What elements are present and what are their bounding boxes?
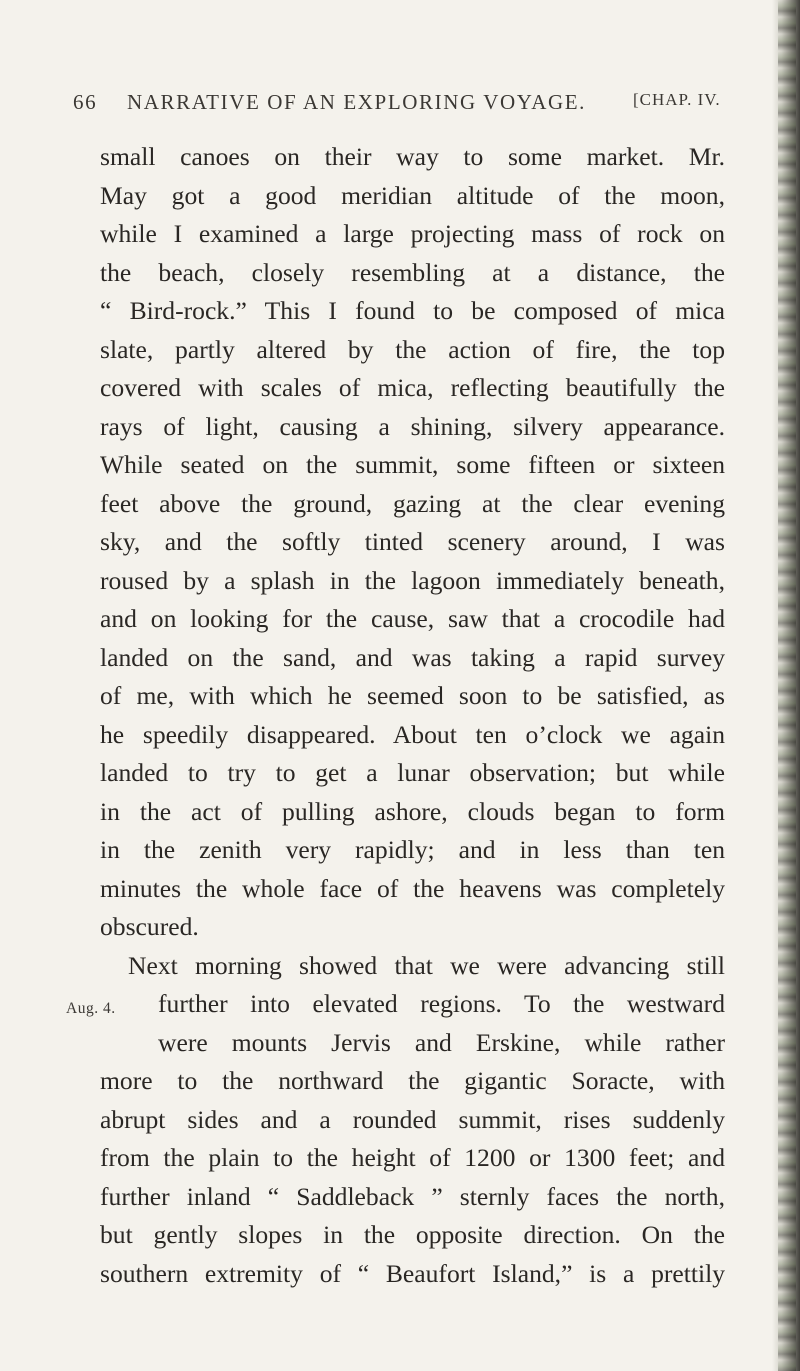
- text-line: in the zenith very rapidly; and in less than ten: [100, 835, 725, 864]
- text-line: the beach, closely resembling at a distance, the: [100, 257, 725, 287]
- text-line: While seated on the summit, some fifteen or sixteen: [100, 450, 725, 479]
- text-line: were mounts Jervis and Erskine, while rather: [158, 1027, 725, 1057]
- text-line: more to the northward the gigantic Soracte, with: [100, 1066, 725, 1095]
- running-header: [73, 82, 721, 122]
- body-text: [100, 138, 725, 1293]
- text-line: May got a good meridian altitude of the moon,: [100, 180, 725, 210]
- chapter-marker: [CHAP. IV.: [633, 90, 721, 109]
- text-line: slate, partly altered by the action of fire, the top: [100, 334, 725, 364]
- running-title: NARRATIVE OF AN EXPLORING VOYAGE.: [127, 90, 587, 114]
- text-line: landed on the sand, and was taking a rapid survey: [100, 642, 725, 672]
- text-line: sky, and the softly tinted scenery around, I was: [100, 527, 725, 556]
- text-line: landed to try to get a lunar observation; but while: [100, 758, 725, 787]
- text-line: southern extremity of “ Beaufort Island,” is a prettily: [100, 1258, 725, 1288]
- text-line: of me, with which he seemed soon to be satisfied, as: [100, 681, 725, 710]
- text-line: feet above the ground, gazing at the clear evening: [100, 488, 725, 518]
- text-line: from the plain to the height of 1200 or 1300 feet; and: [100, 1143, 725, 1172]
- text-line: abrupt sides and a rounded summit, rises suddenly: [100, 1104, 725, 1134]
- margin-date-note: Aug. 4.: [66, 1000, 116, 1017]
- text-line: while I examined a large projecting mass of rock on: [100, 219, 725, 248]
- text-line: rays of light, causing a shining, silvery appearance.: [100, 411, 725, 441]
- text-line: obscured.: [100, 912, 199, 941]
- text-line: in the act of pulling ashore, clouds began to form: [100, 796, 725, 826]
- page-number: 66: [73, 90, 98, 114]
- page-edge-texture: [778, 0, 796, 1371]
- text-line: he speedily disappeared. About ten o’clock we again: [100, 719, 725, 749]
- text-line: and on looking for the cause, saw that a crocodile had: [100, 604, 725, 633]
- text-line: minutes the whole face of the heavens was completely: [100, 873, 725, 903]
- text-line: further into elevated regions. To the westward: [158, 989, 725, 1018]
- text-line: but gently slopes in the opposite direction. On the: [100, 1220, 725, 1249]
- text-line: Next morning showed that we were advancing still: [128, 950, 725, 980]
- text-line: small canoes on their way to some market. Mr.: [100, 142, 725, 171]
- text-line: further inland “ Saddleback ” sternly faces the north,: [100, 1181, 725, 1211]
- text-line: “ Bird-rock.” This I found to be composed of mica: [100, 296, 725, 325]
- text-line: covered with scales of mica, reflecting beautifully the: [100, 373, 725, 402]
- text-line: roused by a splash in the lagoon immediately beneath,: [100, 565, 725, 595]
